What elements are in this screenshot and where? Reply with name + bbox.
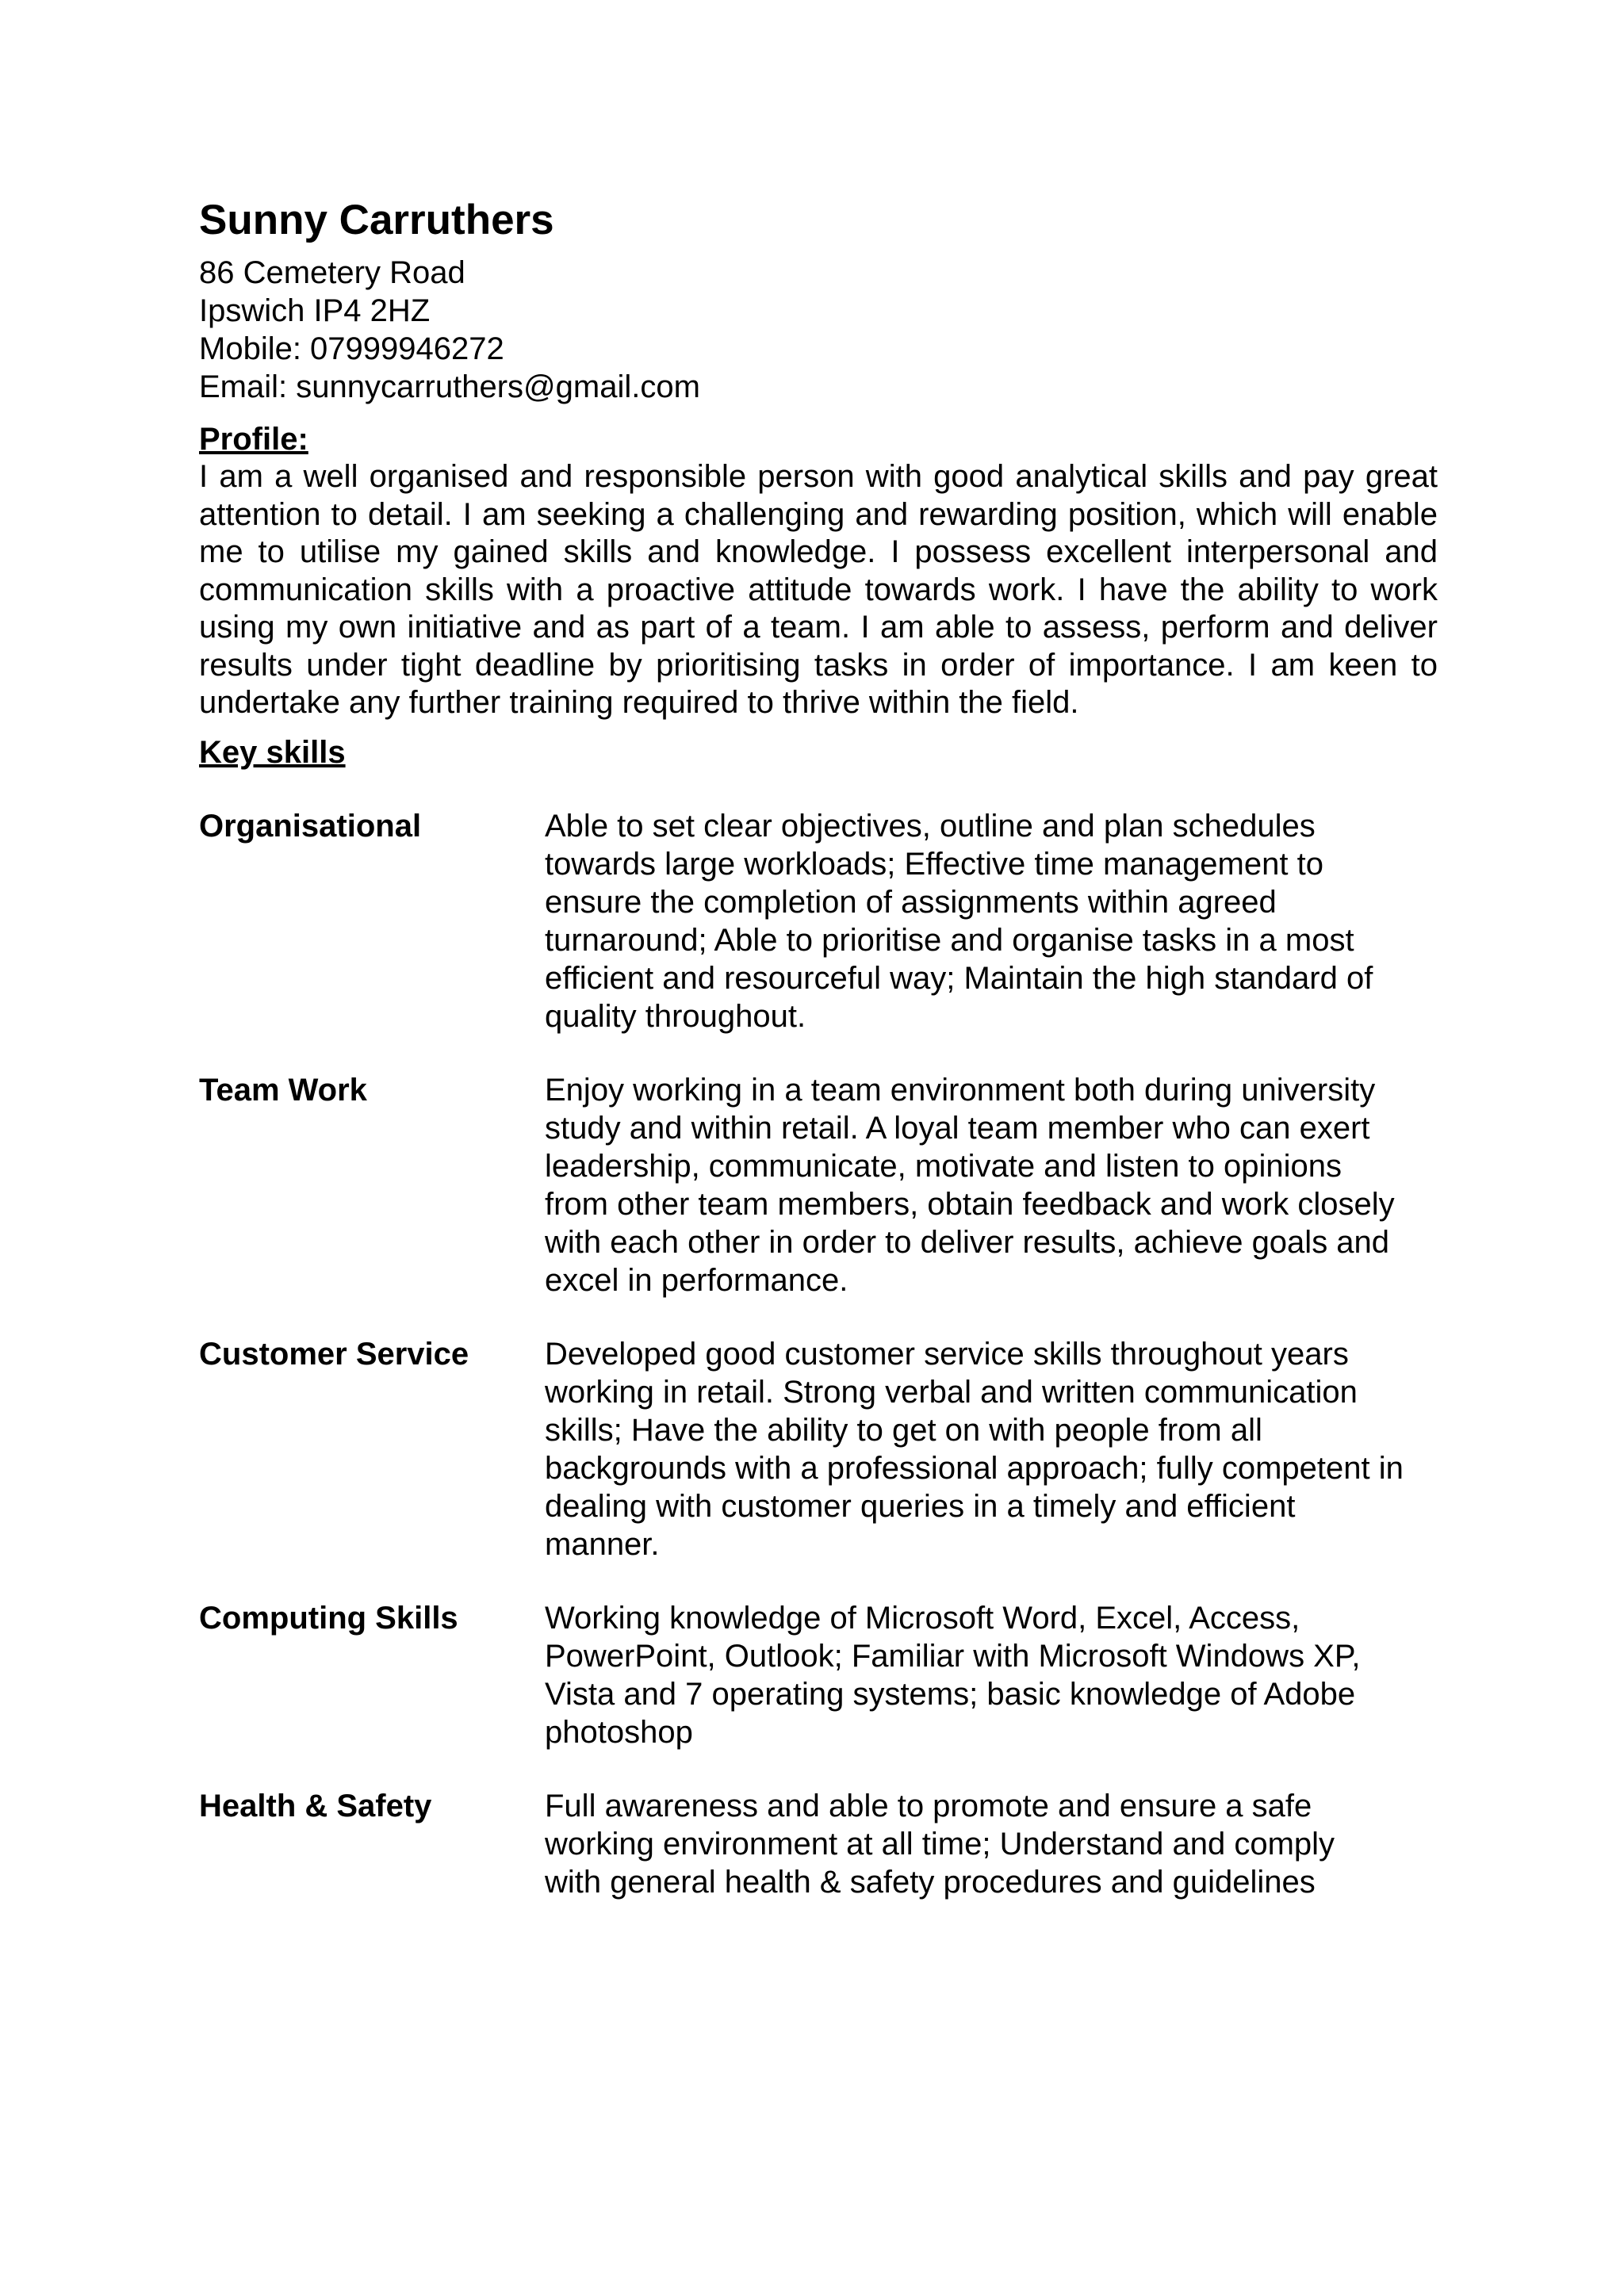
key-skills-list (199, 807, 1438, 1901)
skill-description: Developed good customer service skills throughout years working in retail. Strong verbal and written communication skills; Have the ability to get on with people from all backgrounds with a professional approach; fully competent in dealing with customer queries in a timely and efficient manner. (545, 1336, 1404, 1562)
skill-label: Computing Skills (199, 1600, 458, 1636)
key-skills-heading: Key skills (199, 734, 346, 770)
profile-heading: Profile: (199, 422, 308, 457)
skill-row-computing-skills (199, 1599, 1438, 1751)
skill-label: Team Work (199, 1072, 367, 1108)
skill-description: Enjoy working in a team environment both during university study and within retail. A loyal team member who can exert leadership, communicate, motivate and listen to opinions from other team members, obtain feedback and work closely with each other in order to deliver results, achieve goals and excel in performance. (545, 1072, 1395, 1298)
cv-page (199, 195, 1438, 1901)
skill-label: Customer Service (199, 1336, 469, 1372)
skill-label: Organisational (199, 808, 422, 844)
skill-row-team-work (199, 1071, 1438, 1299)
address-line-1: 86 Cemetery Road (199, 255, 465, 290)
address-line-2: Ipswich IP4 2HZ (199, 293, 431, 328)
skill-row-health-safety (199, 1787, 1438, 1901)
skill-description: Full awareness and able to promote and ensure a safe working environment at all time; Understand and comply with general health & safety procedures and guidelines (545, 1788, 1335, 1900)
contact-details (199, 254, 1438, 406)
skill-row-customer-service (199, 1335, 1438, 1563)
skill-description: Working knowledge of Microsoft Word, Excel, Access, PowerPoint, Outlook; Familiar with Microsoft Windows XP, Vista and 7 operating systems; basic knowledge of Adobe photoshop (545, 1600, 1361, 1750)
mobile-number: Mobile: 07999946272 (199, 331, 504, 366)
skill-label: Health & Safety (199, 1788, 432, 1823)
skill-row-organisational (199, 807, 1438, 1035)
email-address: Email: sunnycarruthers@gmail.com (199, 369, 700, 404)
profile-text: I am a well organised and responsible person with good analytical skills and pay great attention to detail. I am seeking a challenging and rewarding position, which will enable me to utilise my gained skills and knowledge. I possess excellent interpersonal and communication skills with a proactive attitude towards work. I have the ability to work using my own initiative and as part of a team. I am able to assess, perform and deliver results under tight deadline by prioritising tasks in order of importance. I am keen to undertake any further training required to thrive within the field. (199, 459, 1438, 720)
candidate-name: Sunny Carruthers (199, 197, 554, 243)
skill-description: Able to set clear objectives, outline and plan schedules towards large workloads; Effective time management to ensure the completion of assignments within agreed turnaround; Able to prioritise and organise tasks in a most efficient and resourceful way; Maintain the high standard of quality throughout. (545, 808, 1373, 1034)
